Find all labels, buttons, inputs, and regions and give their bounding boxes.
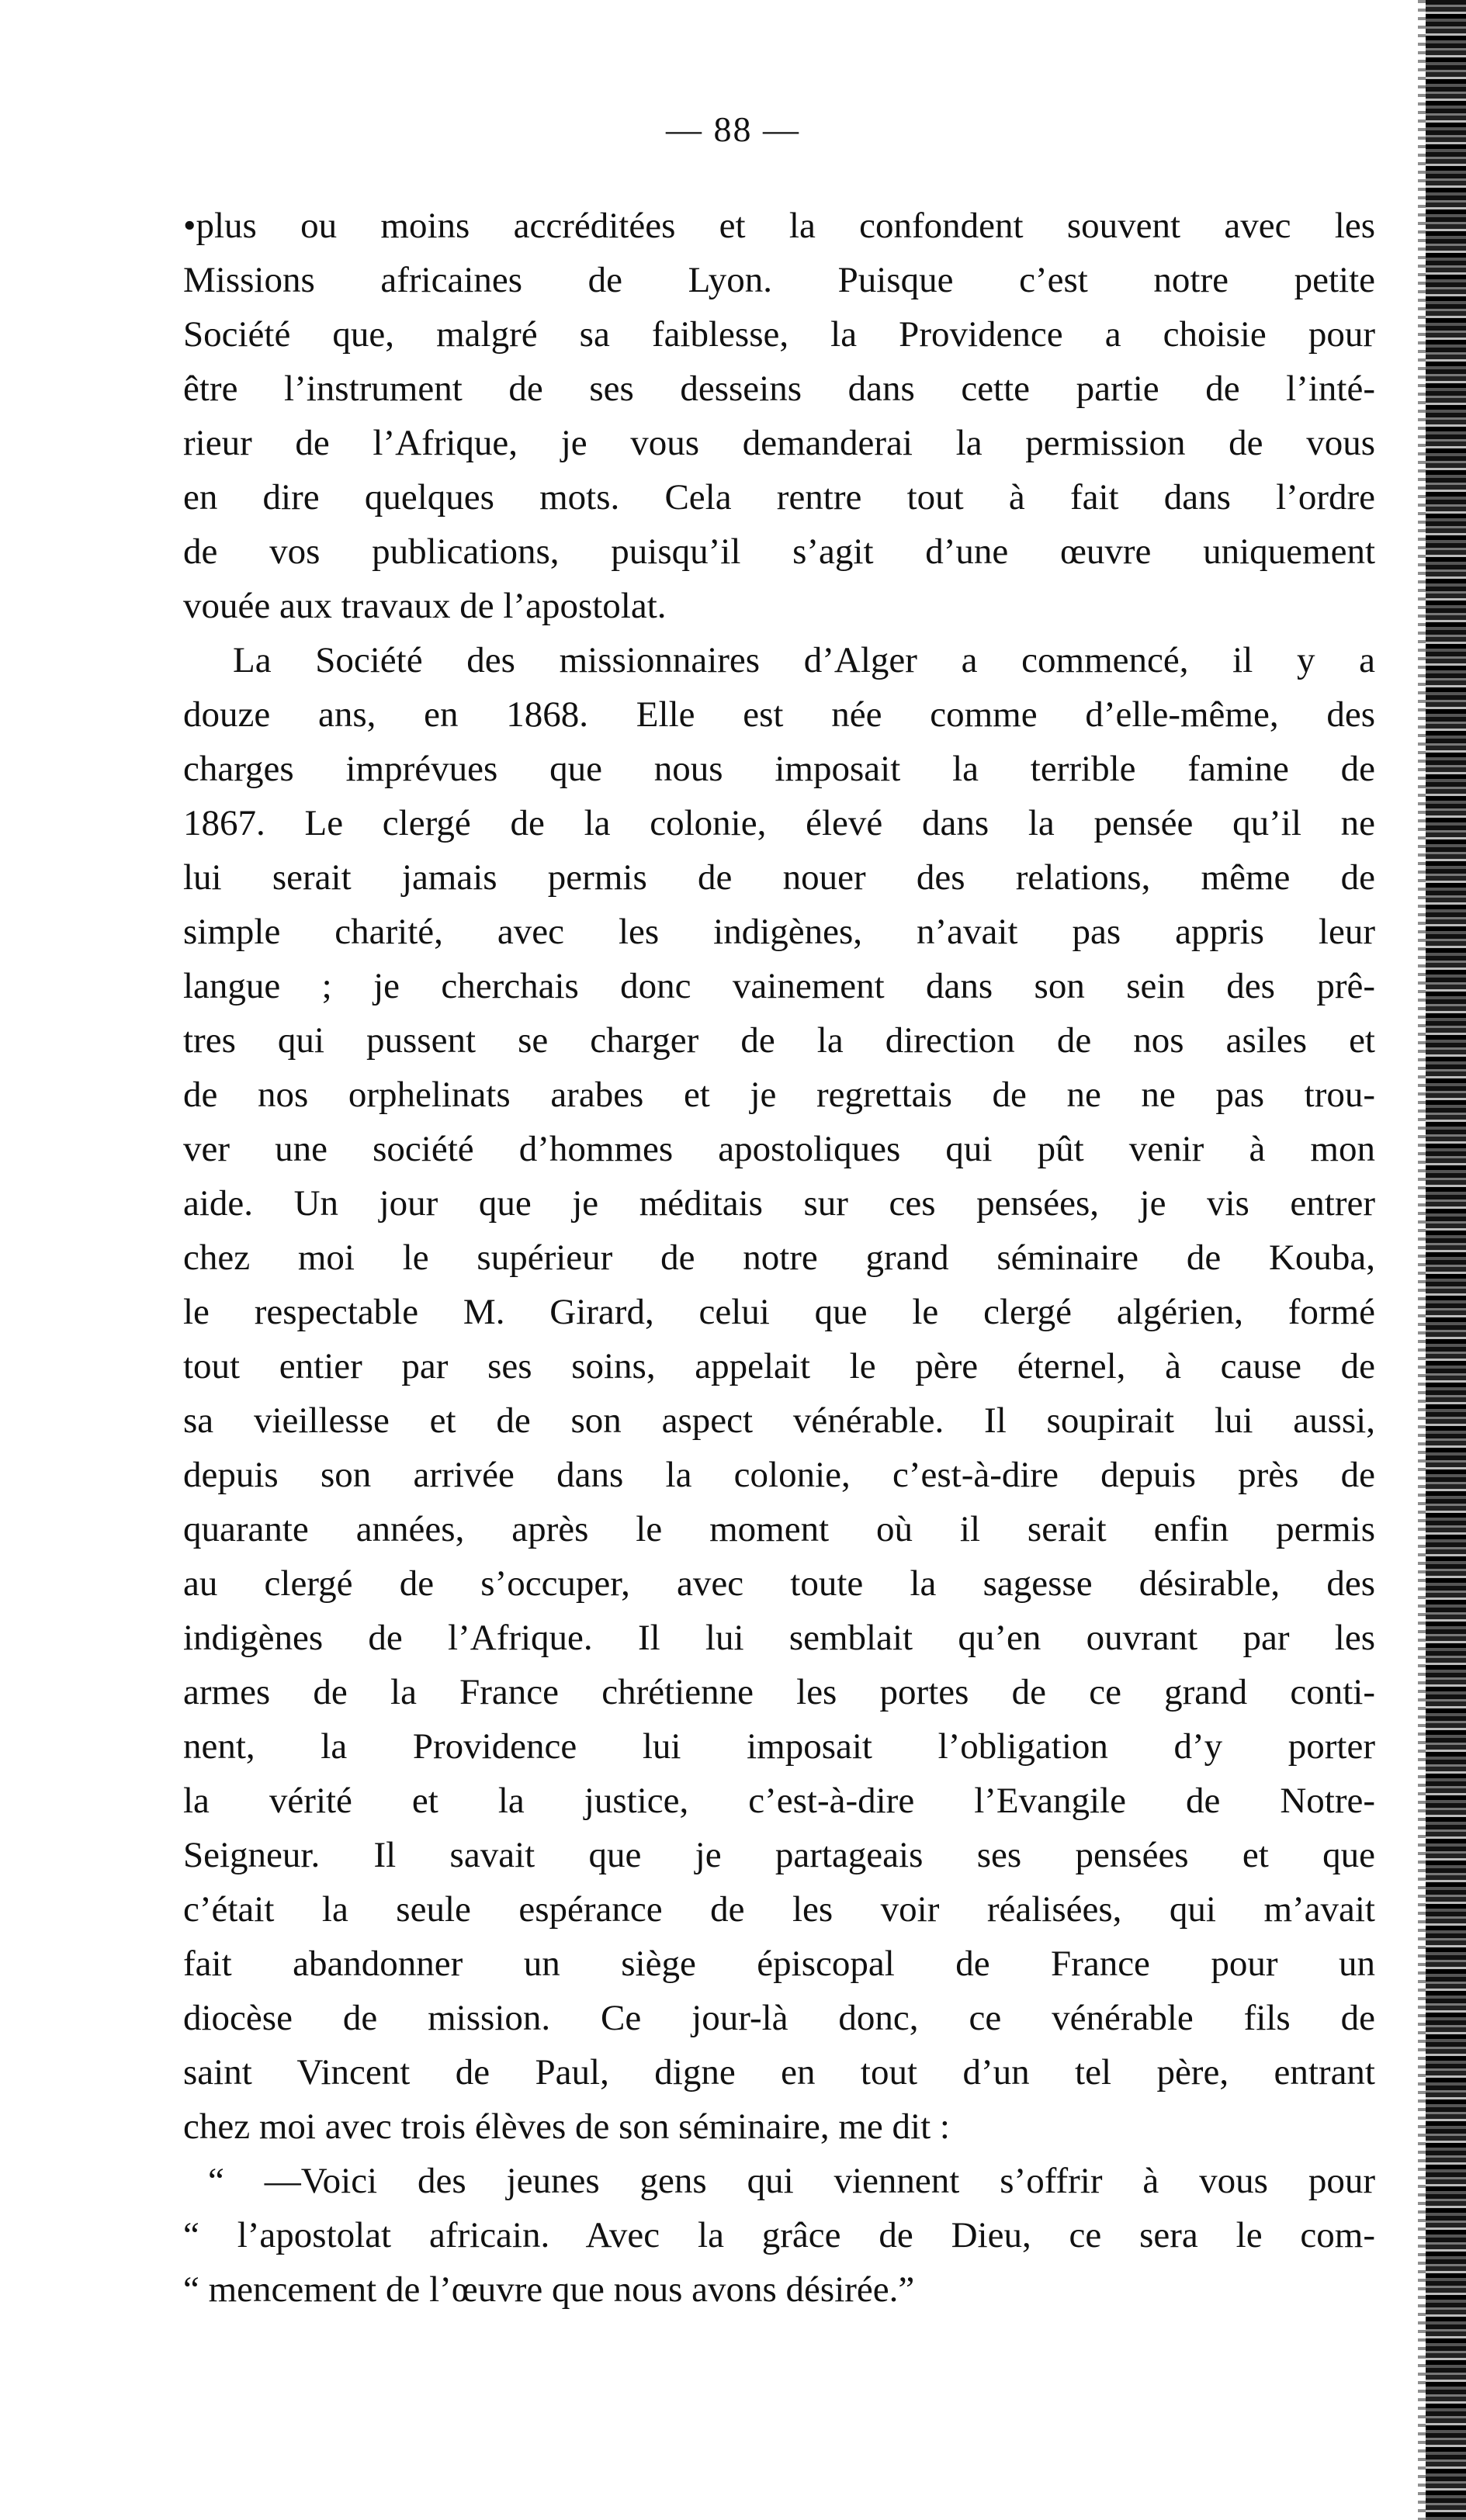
- text-line: au clergé de s’occuper, avec toute la sagesse désirable, des: [183, 1563, 1375, 1604]
- text-line: armes de la France chrétienne les portes de ce grand conti-: [183, 1672, 1375, 1712]
- text-line: de vos publications, puisqu’il s’agit d’une œuvre uniquement: [183, 531, 1375, 572]
- text-line: c’était la seule espérance de les voir réalisées, qui m’avait: [183, 1889, 1375, 1930]
- binding-shadow: [1418, 0, 1426, 2520]
- text-line: douze ans, en 1868. Elle est née comme d’elle-même, des: [183, 694, 1375, 735]
- page-number: — 88 —: [666, 109, 800, 149]
- text-line: tout entier par ses soins, appelait le père éternel, à cause de: [183, 1346, 1375, 1386]
- text-line: Seigneur. Il savait que je partageais ses pensées et que: [183, 1835, 1375, 1875]
- text-line: langue ; je cherchais donc vainement dans son sein des prê-: [183, 966, 1375, 1006]
- text-line: “ —Voici des jeunes gens qui viennent s’offrir à vous pour: [208, 2161, 1375, 2201]
- text-line: la vérité et la justice, c’est-à-dire l’Evangile de Notre-: [183, 1781, 1375, 1821]
- text-line: le respectable M. Girard, celui que le clergé algérien, formé: [183, 1292, 1375, 1332]
- text-line: ver une société d’hommes apostoliques qui pût venir à mon: [183, 1129, 1375, 1169]
- text-line: “ mencement de l’œuvre que nous avons désirée.”: [183, 2269, 915, 2310]
- text-line: •plus ou moins accréditées et la confondent souvent avec les: [183, 206, 1375, 246]
- text-line: La Société des missionnaires d’Alger a commencé, il y a: [233, 640, 1375, 680]
- text-line: indigènes de l’Afrique. Il lui semblait qu’en ouvrant par les: [183, 1618, 1375, 1658]
- text-line: simple charité, avec les indigènes, n’avait pas appris leur: [183, 912, 1375, 952]
- text-line: aide. Un jour que je méditais sur ces pensées, je vis entrer: [183, 1183, 1375, 1224]
- body-text: [183, 199, 1375, 2317]
- text-line: être l’instrument de ses desseins dans cette partie de l’inté-: [183, 369, 1375, 409]
- text-line: nent, la Providence lui imposait l’obligation d’y porter: [183, 1726, 1375, 1767]
- text-line: Société que, malgré sa faiblesse, la Providence a choisie pour: [183, 314, 1375, 355]
- text-line: chez moi avec trois élèves de son séminaire, me dit :: [183, 2106, 950, 2147]
- text-line: Missions africaines de Lyon. Puisque c’est notre petite: [183, 260, 1375, 300]
- binding-edge: [1426, 0, 1466, 2520]
- text-line: sa vieillesse et de son aspect vénérable. Il soupirait lui aussi,: [183, 1400, 1375, 1441]
- text-line: de nos orphelinats arabes et je regrettais de ne ne pas trou-: [183, 1075, 1375, 1115]
- text-line: quarante années, après le moment où il serait enfin permis: [183, 1509, 1375, 1549]
- text-line: lui serait jamais permis de nouer des relations, même de: [183, 857, 1375, 898]
- text-line: diocèse de mission. Ce jour-là donc, ce vénérable fils de: [183, 1998, 1375, 2038]
- text-line: fait abandonner un siège épiscopal de France pour un: [183, 1944, 1375, 1984]
- text-line: “ l’apostolat africain. Avec la grâce de Dieu, ce sera le com-: [183, 2215, 1375, 2255]
- text-line: chez moi le supérieur de notre grand séminaire de Kouba,: [183, 1238, 1375, 1278]
- text-line: vouée aux travaux de l’apostolat.: [183, 586, 667, 626]
- text-line: tres qui pussent se charger de la direction de nos asiles et: [183, 1020, 1375, 1061]
- text-line: charges imprévues que nous imposait la terrible famine de: [183, 749, 1375, 789]
- text-line: en dire quelques mots. Cela rentre tout à fait dans l’ordre: [183, 477, 1375, 518]
- text-line: depuis son arrivée dans la colonie, c’est-à-dire depuis près de: [183, 1455, 1375, 1495]
- text-line: saint Vincent de Paul, digne en tout d’un tel père, entrant: [183, 2052, 1375, 2092]
- text-line: 1867. Le clergé de la colonie, élevé dans la pensée qu’il ne: [183, 803, 1375, 843]
- text-line: rieur de l’Afrique, je vous demanderai la permission de vous: [183, 423, 1375, 463]
